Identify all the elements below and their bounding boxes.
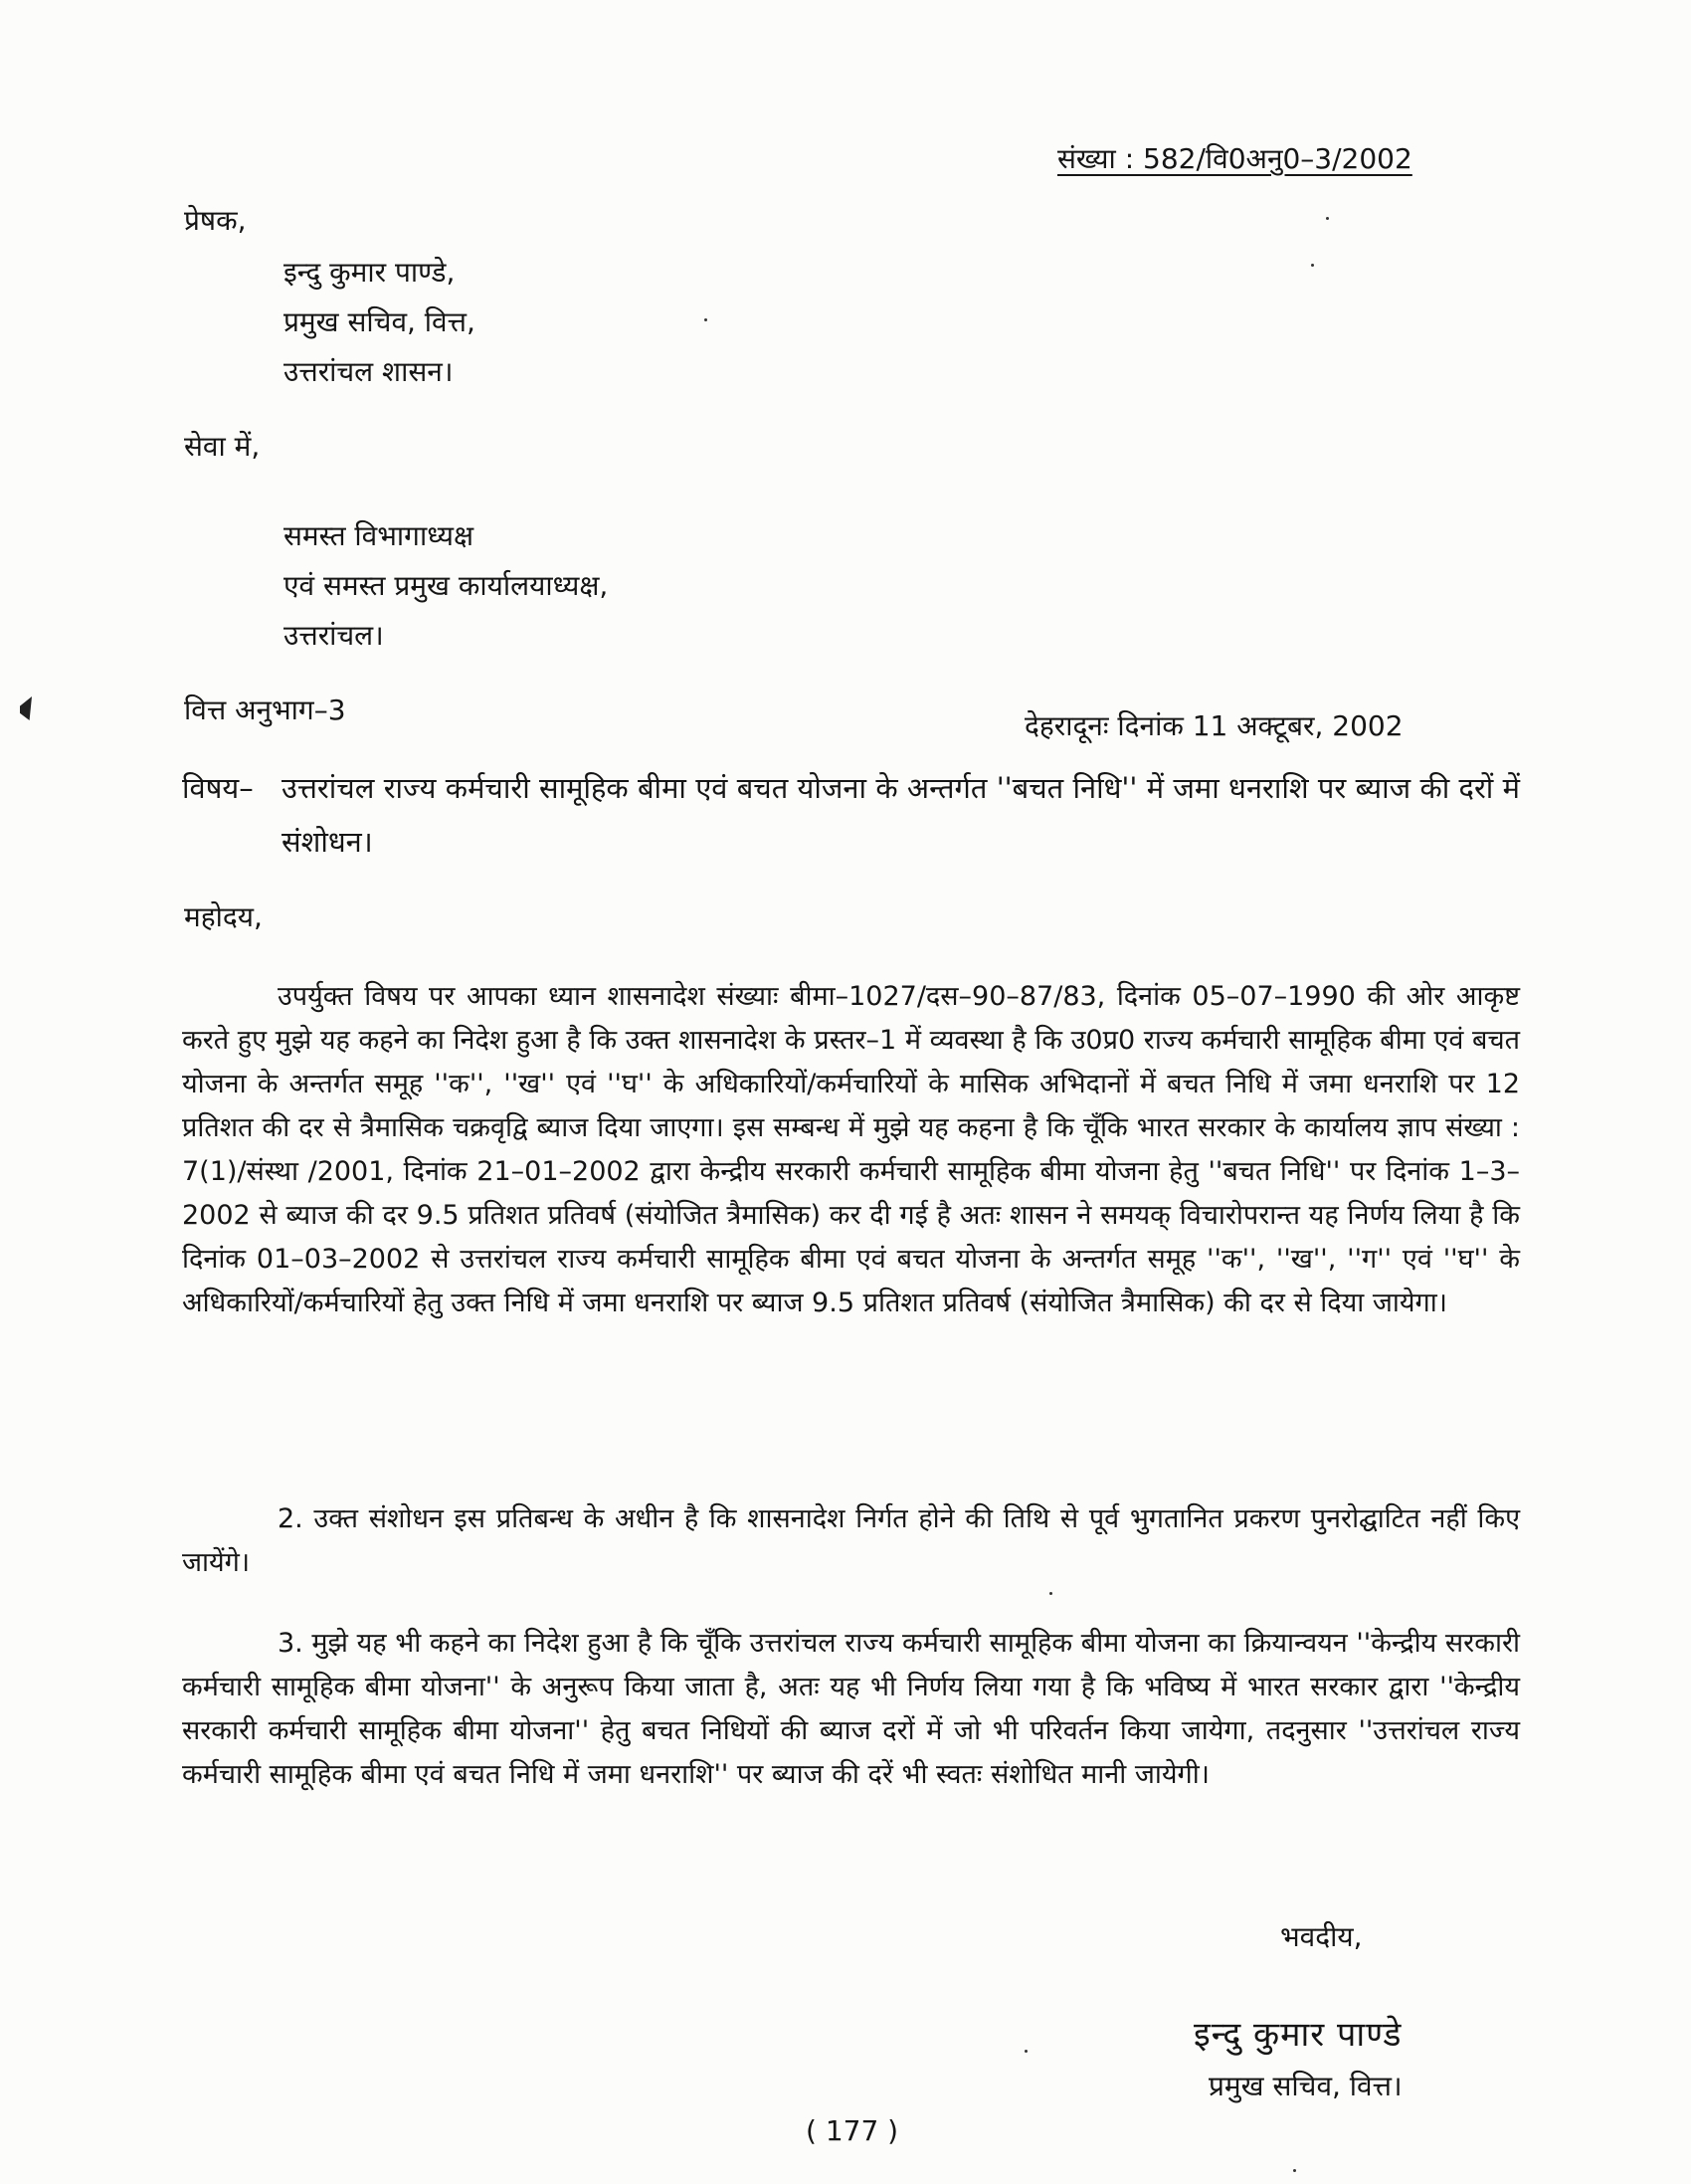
scan-speck (704, 318, 707, 321)
subject-label: विषय– (182, 771, 254, 805)
paragraph-2: 2. उक्त संशोधन इस प्रतिबन्ध के अधीन है कि शासनादेश निर्गत होने की तिथि से पूर्व भुगतानित प्रकरण पुनरोद्घाटित नहीं किए जायेंगे। (182, 1503, 1520, 1578)
salutation: महोदय, (184, 900, 263, 933)
scan-speck (1025, 2050, 1028, 2053)
section-name: वित्त अनुभाग–3 (184, 694, 346, 726)
scan-speck (1049, 1592, 1052, 1595)
recipient-line-2: एवं समस्त प्रमुख कार्यालयाध्यक्ष, (283, 569, 609, 602)
signature-designation: प्रमुख सचिव, वित्त। (1209, 2070, 1403, 2102)
recipient-line-1: समस्त विभागाध्यक्ष (283, 519, 474, 552)
recipient-label: सेवा में, (184, 430, 261, 463)
scan-speck (1293, 2169, 1296, 2172)
page-number: ( 177 ) (806, 2114, 899, 2147)
subject-block (182, 761, 1520, 869)
scan-edge-mark (20, 696, 32, 720)
sender-name: इन्दु कुमार पाण्डे, (283, 256, 456, 289)
sender-office: उत्तरांचल शासन। (283, 355, 454, 388)
signature-name: इन्दु कुमार पाण्डे (1194, 2015, 1403, 2055)
paragraph-1: उपर्युक्त विषय पर आपका ध्यान शासनादेश संख्याः बीमा–1027/दस–90–87/83, दिनांक 05–07–1990 की ओर आकृष्ट करते हुए मुझे यह कहने का निदेश हुआ है कि उक्त शासनादेश के प्रस्तर–1 में व्यवस्था है कि उ0प्र0 राज्य कर्मचारी सामूहिक बीमा एवं बचत योजना के अन्तर्गत समूह ''क'', ''ख'' एवं ''घ'' के अधिकारियों/कर्मचारियों के मासिक अभिदानों में बचत निधि में जमा धनराशि पर 12 प्रतिशत की दर से त्रैमासिक चक्रवृद्वि ब्याज दिया जाएगा। इस सम्बन्ध में मुझे यह कहना है कि चूँकि भारत सरकार के कार्यालय ज्ञाप संख्या : 7(1)/संस्था /2001, दिनांक 21–01–2002 द्वारा केन्द्रीय सरकारी कर्मचारी सामूहिक बीमा योजना हेतु ''बचत निधि'' पर दिनांक 1–3–2002 से ब्याज की दर 9.5 प्रतिशत प्रतिवर्ष (संयोजित त्रैमासिक) कर दी गई है अतः शासन ने समयक् विचारोपरान्त यह निर्णय लिया है कि दिनांक 01–03–2002 से उत्तरांचल राज्य कर्मचारी सामूहिक बीमा एवं बचत योजना के अन्तर्गत समूह ''क'', ''ख'', ''ग'' एवं ''घ'' के अधिकारियों/कर्मचारियों हेतु उक्त निधि में जमा धनराशि पर ब्याज 9.5 प्रतिशत प्रतिवर्ष (संयोजित त्रैमासिक) की दर से दिया जायेगा। (182, 981, 1520, 1318)
paragraph-3: 3. मुझे यह भी कहने का निदेश हुआ है कि चूँकि उत्तरांचल राज्य कर्मचारी सामूहिक बीमा योजना का क्रियान्वयन ''केन्द्रीय सरकारी कर्मचारी सामूहिक बीमा योजना'' के अनुरूप किया जाता है, अतः यह भी निर्णय लिया गया है कि भविष्य में भारत सरकार द्वारा ''केन्द्रीय सरकारी कर्मचारी सामूहिक बीमा योजना'' हेतु बचत निधियों की ब्याज दरों में जो भी परिवर्तन किया जायेगा, तदनुसार ''उत्तरांचल राज्य कर्मचारी सामूहिक बीमा एवं बचत निधि में जमा धनराशि'' पर ब्याज की दरें भी स्वतः संशोधित मानी जायेगी। (182, 1628, 1520, 1790)
reference-number: संख्या : 582/वि0अनु0–3/2002 (1057, 142, 1412, 175)
subject-text: उत्तरांचल राज्य कर्मचारी सामूहिक बीमा एवं बचत योजना के अन्तर्गत ''बचत निधि'' में जमा धनराशि पर ब्याज की दरों में संशोधन। (282, 771, 1520, 859)
scan-speck (1326, 217, 1329, 220)
sender-designation: प्रमुख सचिव, वित्त, (283, 305, 475, 338)
closing: भवदीय, (1280, 1920, 1363, 1953)
scan-speck (1311, 264, 1314, 267)
place-date: देहरादूनः दिनांक 11 अक्टूबर, 2002 (1025, 709, 1404, 742)
sender-label: प्रेषक, (184, 204, 247, 237)
recipient-line-3: उत्तरांचल। (283, 619, 384, 652)
